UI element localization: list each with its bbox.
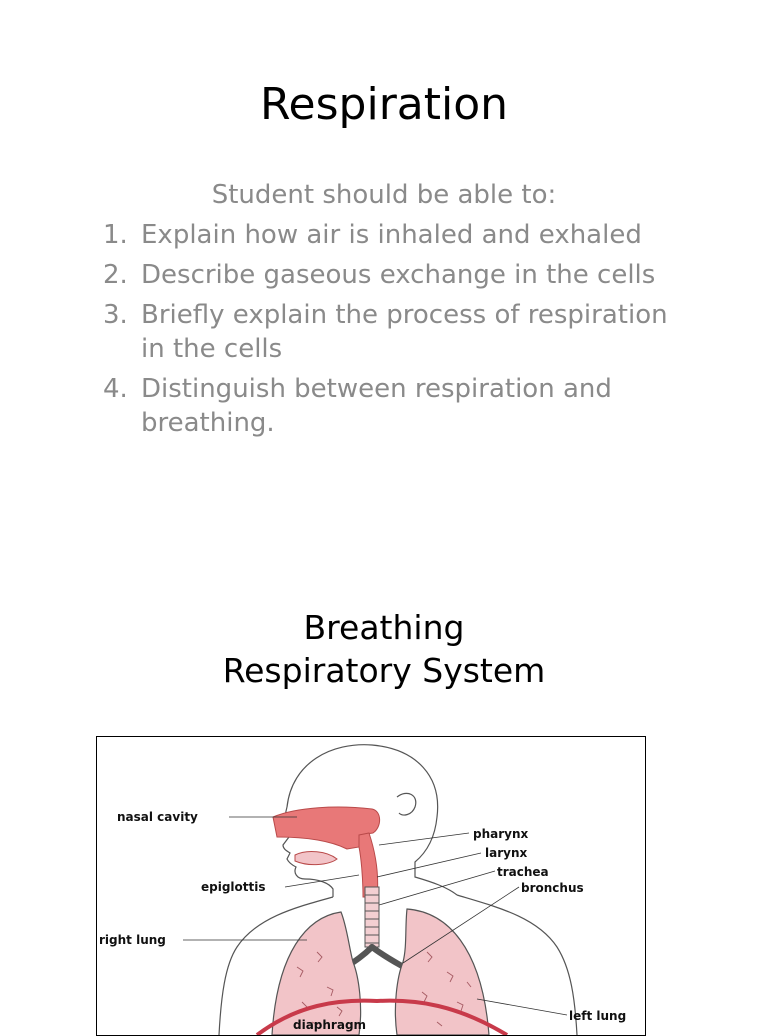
label-pharynx: pharynx — [473, 827, 529, 841]
trachea — [365, 887, 379, 947]
slide-title-line2: Respiratory System — [222, 651, 546, 690]
label-epiglottis: epiglottis — [201, 880, 266, 894]
list-item — [100, 258, 680, 292]
list-text: Describe gaseous exchange in the cells — [141, 260, 656, 290]
label-left-lung: left lung — [569, 1009, 627, 1023]
list-text: Briefly explain the process of respiration in the cells — [141, 300, 668, 364]
list-number: 1. — [103, 220, 128, 250]
list-item — [100, 218, 680, 252]
label-trachea: trachea — [497, 865, 549, 879]
list-item — [100, 298, 680, 366]
left-lung — [395, 909, 489, 1035]
label-larynx: larynx — [485, 846, 528, 860]
list-number: 2. — [103, 260, 128, 290]
label-right-lung: right lung — [99, 933, 166, 947]
list-number: 3. — [103, 300, 128, 330]
respiratory-system-diagram — [96, 736, 646, 1036]
slide-title: Respiration — [259, 79, 509, 130]
label-diaphragm: diaphragm — [293, 1018, 367, 1032]
objectives-intro: Student should be able to: — [211, 180, 557, 210]
label-bronchus: bronchus — [521, 881, 584, 895]
list-text: Distinguish between respiration and breathing. — [141, 374, 612, 438]
list-number: 4. — [103, 374, 128, 404]
slide-title-line1: Breathing — [303, 608, 465, 647]
slide-breathing — [0, 560, 768, 1032]
objectives-list — [100, 218, 680, 446]
list-item — [100, 372, 680, 440]
label-nasal-cavity: nasal cavity — [117, 810, 198, 824]
list-text: Explain how air is inhaled and exhaled — [141, 220, 642, 250]
